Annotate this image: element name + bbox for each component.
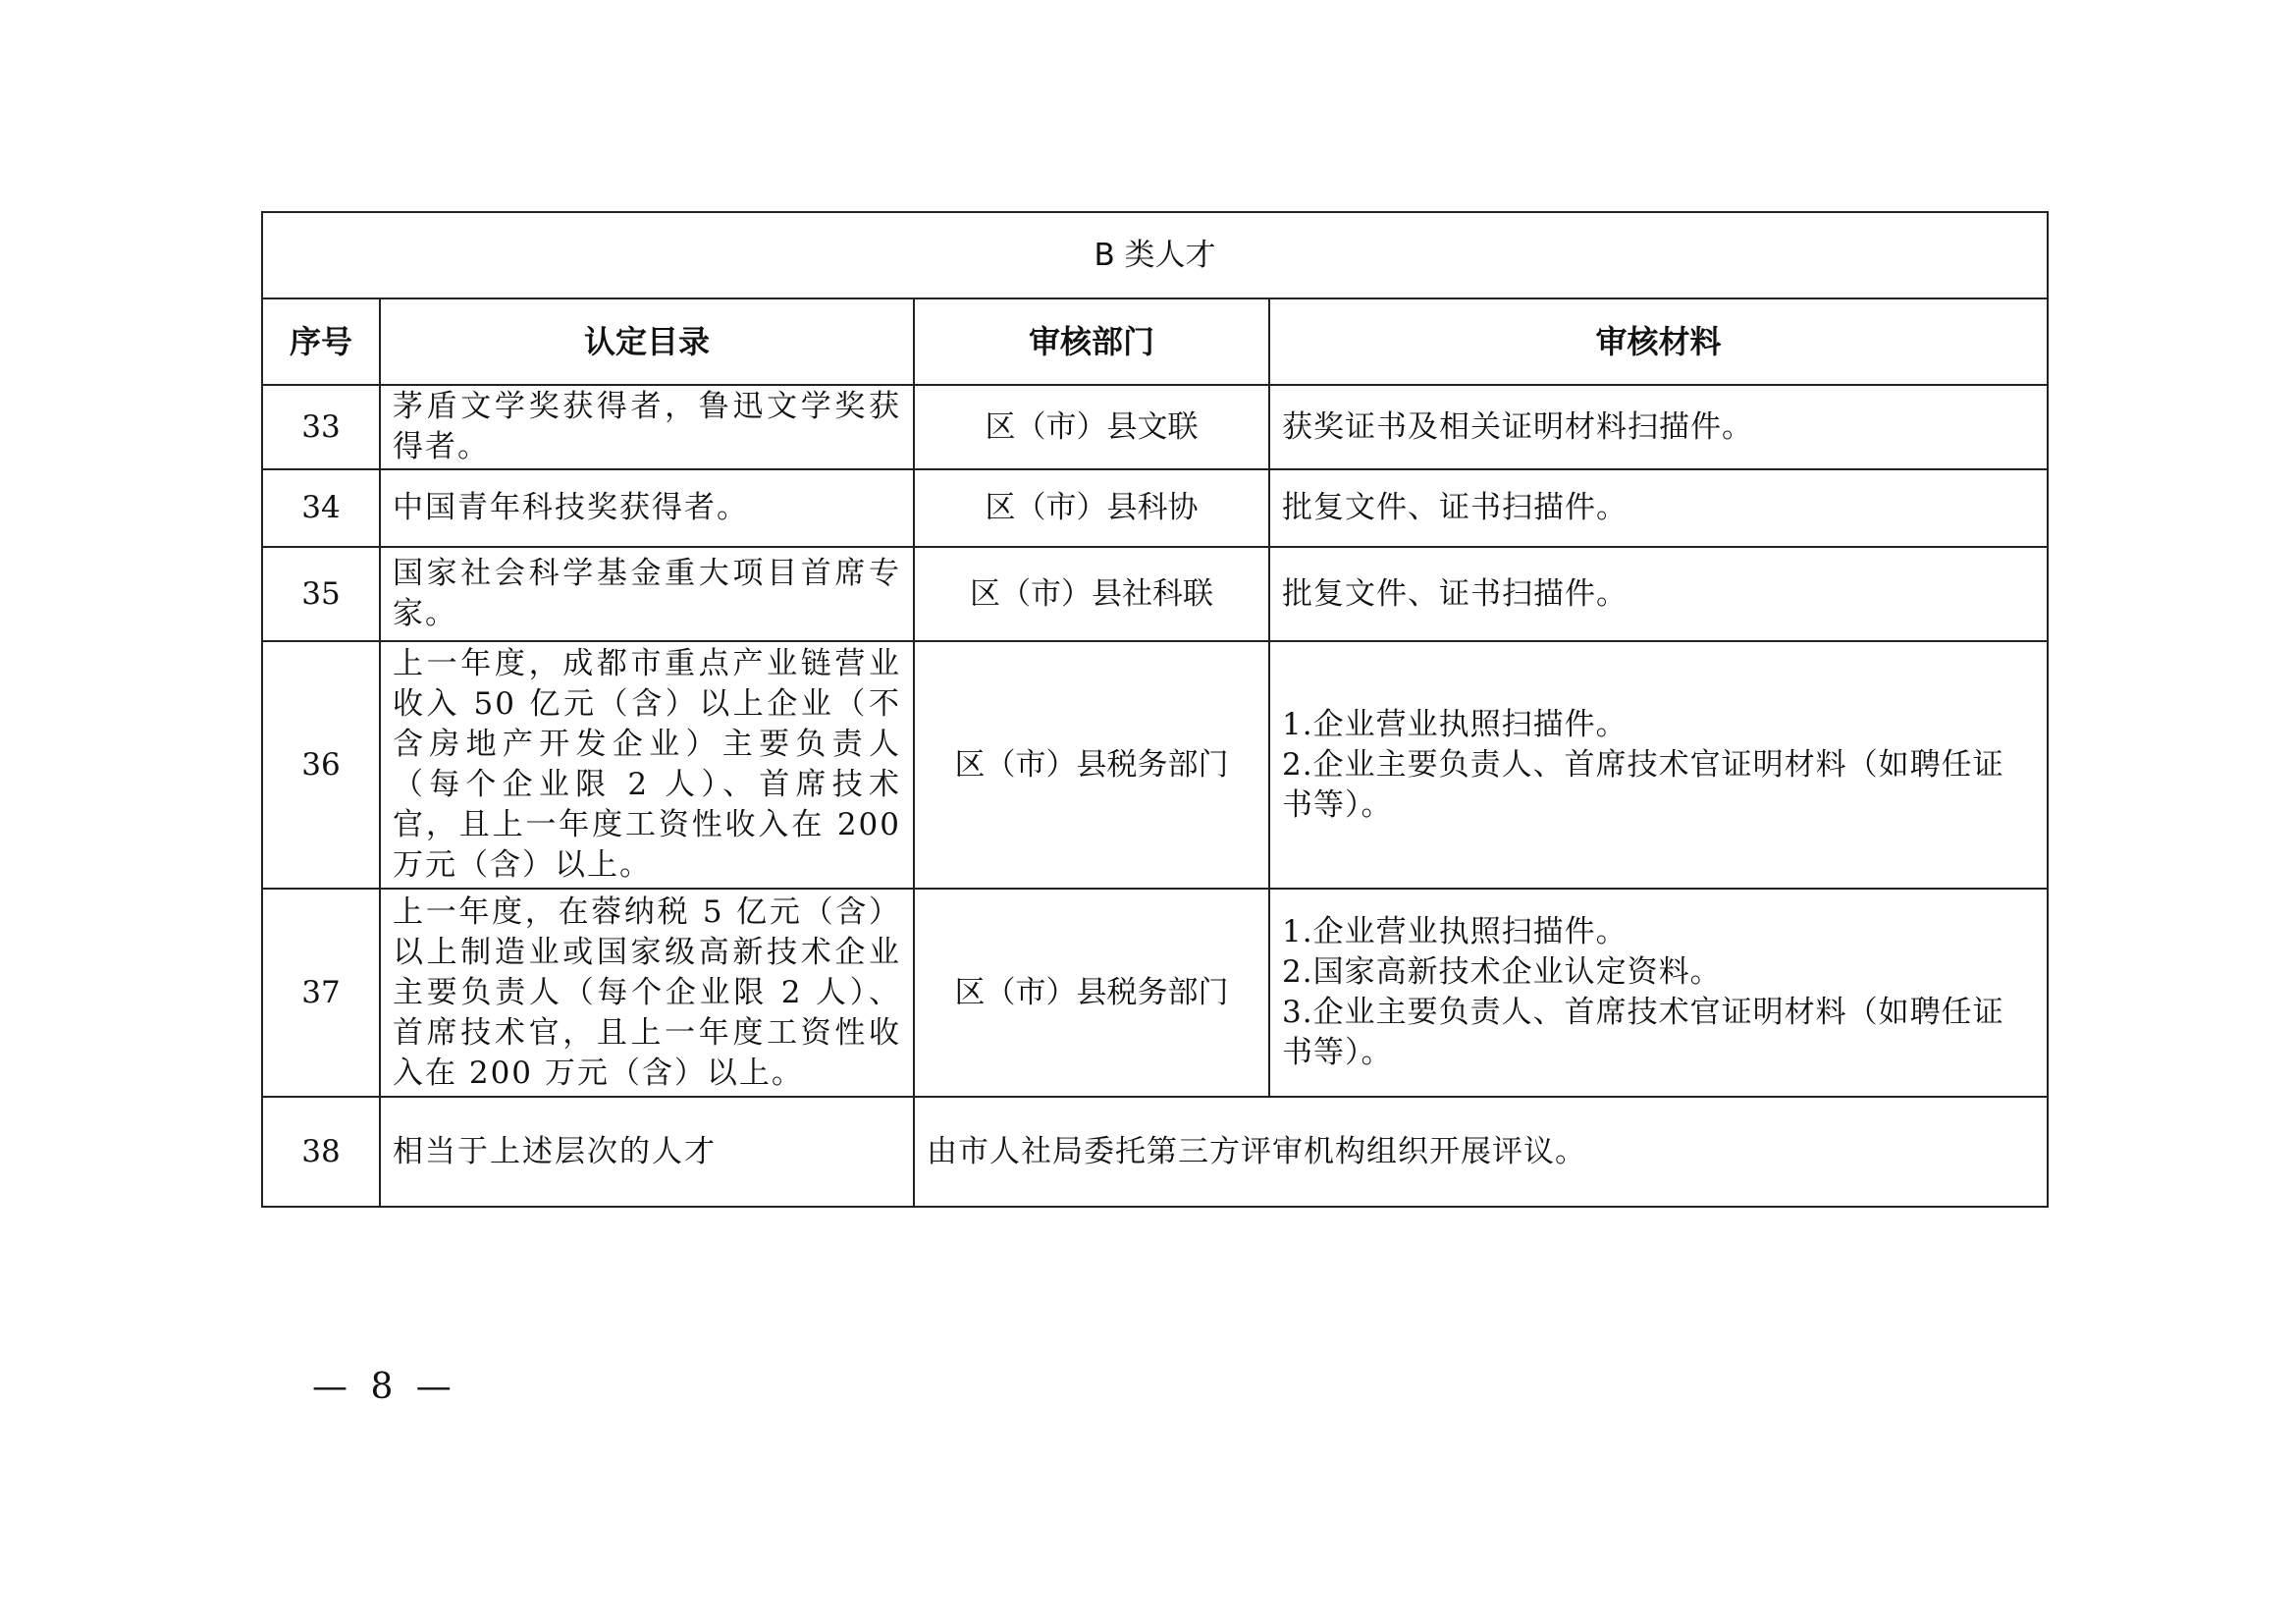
row-department: 区（市）县税务部门 — [914, 889, 1269, 1097]
row-no: 33 — [262, 385, 380, 469]
material-line: 批复文件、证书扫描件。 — [1282, 490, 1628, 525]
material-line: 1.企业营业执照扫描件。 — [1282, 706, 1628, 742]
section-title: B 类人才 — [262, 212, 2048, 298]
row-directory: 相当于上述层次的人才 — [380, 1097, 914, 1207]
row-no: 37 — [262, 889, 380, 1097]
row-materials — [1269, 469, 2048, 547]
row-no: 34 — [262, 469, 380, 547]
row-department: 区（市）县社科联 — [914, 547, 1269, 641]
table-row — [262, 889, 2048, 1097]
row-merged-evaluation: 由市人社局委托第三方评审机构组织开展评议。 — [914, 1097, 2048, 1207]
row-department: 区（市）县科协 — [914, 469, 1269, 547]
row-no: 35 — [262, 547, 380, 641]
header-directory: 认定目录 — [380, 298, 914, 385]
row-materials — [1269, 547, 2048, 641]
table-row — [262, 1097, 2048, 1207]
row-materials — [1269, 641, 2048, 889]
material-line: 批复文件、证书扫描件。 — [1282, 575, 1628, 612]
material-line: 2.国家高新技术企业认定资料。 — [1282, 954, 1722, 990]
row-directory: 上一年度，在蓉纳税 5 亿元（含）以上制造业或国家级高新技术企业主要负责人（每个企业限 2 人）、首席技术官，且上一年度工资性收入在 200 万元（含）以上。 — [380, 889, 914, 1097]
row-no: 36 — [262, 641, 380, 889]
table-row — [262, 547, 2048, 641]
row-department: 区（市）县文联 — [914, 385, 1269, 469]
table-row — [262, 469, 2048, 547]
row-materials — [1269, 889, 2048, 1097]
material-line: 3.企业主要负责人、首席技术官证明材料（如聘任证书等）。 — [1282, 995, 2004, 1070]
row-directory: 茅盾文学奖获得者，鲁迅文学奖获得者。 — [380, 385, 914, 469]
table-row — [262, 385, 2048, 469]
b-class-talent-table — [261, 211, 2049, 1208]
table-row — [262, 641, 2048, 889]
row-department: 区（市）县税务部门 — [914, 641, 1269, 889]
header-materials: 审核材料 — [1269, 298, 2048, 385]
material-line: 获奖证书及相关证明材料扫描件。 — [1282, 408, 1753, 445]
material-line: 1.企业营业执照扫描件。 — [1282, 914, 1628, 949]
material-line: 2.企业主要负责人、首席技术官证明材料（如聘任证书等）。 — [1282, 746, 2004, 823]
row-directory: 国家社会科学基金重大项目首席专家。 — [380, 547, 914, 641]
row-no: 38 — [262, 1097, 380, 1207]
row-directory: 上一年度，成都市重点产业链营业收入 50 亿元（含）以上企业（不含房地产开发企业）主要负责人（每个企业限 2 人）、首席技术官，且上一年度工资性收入在 200 万元（含）以上。 — [380, 641, 914, 889]
header-no: 序号 — [262, 298, 380, 385]
row-directory: 中国青年科技奖获得者。 — [380, 469, 914, 547]
page-number: — 8 — — [312, 1367, 457, 1407]
row-materials — [1269, 385, 2048, 469]
header-department: 审核部门 — [914, 298, 1269, 385]
header-row — [262, 298, 2048, 385]
section-title-row — [262, 212, 2048, 298]
